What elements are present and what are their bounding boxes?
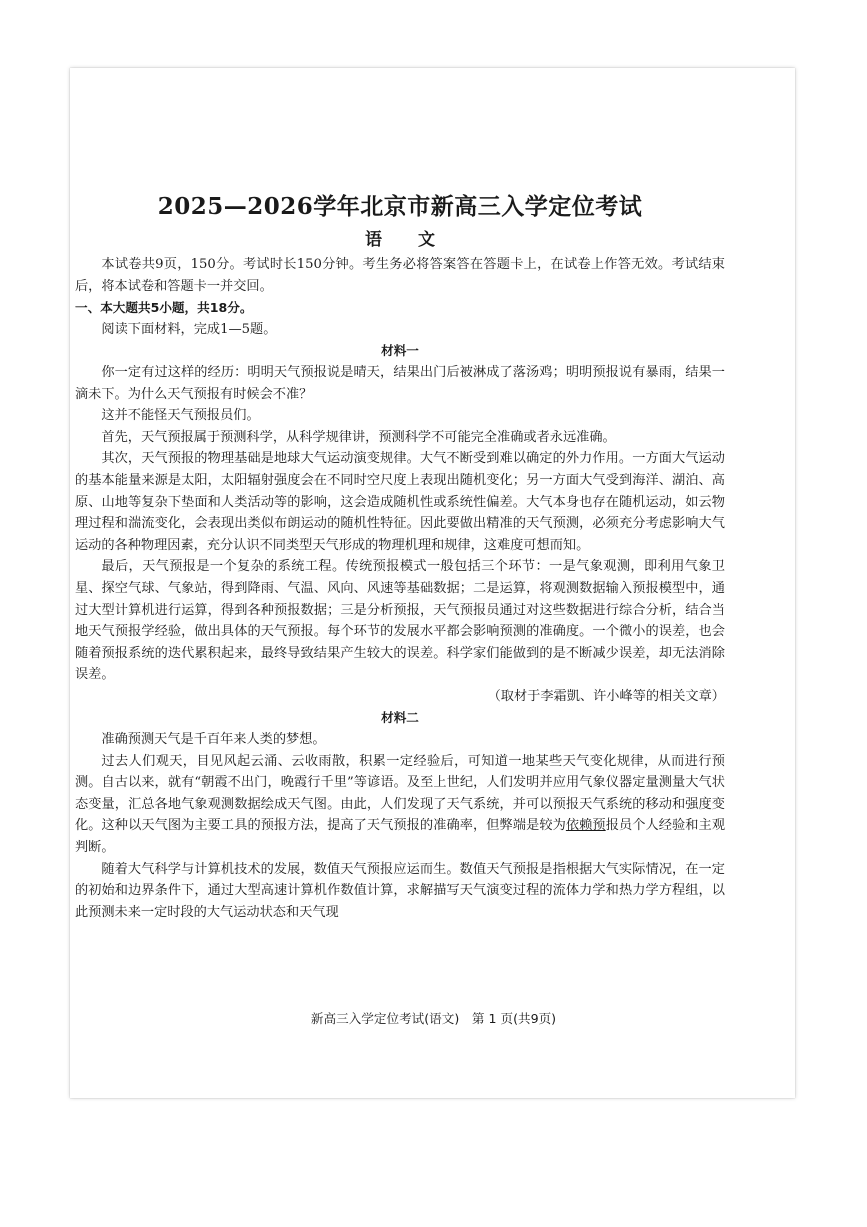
material-two-heading: 材料二 xyxy=(381,710,419,726)
material-one-paragraph: 首先，天气预报属于预测科学，从科学规律讲，预测科学不可能完全准确或者永远准确。 xyxy=(101,429,616,445)
material-two-paragraph: 准确预测天气是千百年来人类的梦想。 xyxy=(101,732,326,748)
exam-title: 2025—2026学年北京市新高三入学定位考试 xyxy=(157,193,643,220)
material-two-paragraph xyxy=(75,751,725,859)
paragraph-text: 报员个人经验和主观判断。 xyxy=(75,818,726,856)
instructions: 本试卷共9页，150分。考试时长150分钟。考生务必将答案答在答题卡上，在试卷上作答无效。考试结束后，将本试卷和答题卡一并交回。 xyxy=(75,257,725,294)
read-prompt: 阅读下面材料，完成1—5题。 xyxy=(101,321,277,337)
page-footer: 新高三入学定位考试(语文) 第 1 页(共9页) xyxy=(310,1011,557,1026)
material-two-paragraph: 随着大气科学与计算机技术的发展，数值天气预报应运而生。数值天气预报是指根据大气实际情况，在一定的初始和边界条件下，通过大型高速计算机作数值计算，求解描写天气演变过程的流体力学和热力学方程组，以此预测未来一定时段的大气运动状态和天气现 xyxy=(75,861,725,920)
material-one-paragraph: 其次，天气预报的物理基础是地球大气运动演变规律。大气不断受到难以确定的外力作用。一方面大气运动的基本能量来源是太阳，太阳辐射强度会在不同时空尺度上表现出随机变化；另一方面大气受到海洋、湖泊、高原、山地等复杂下垫面和人类活动等的影响，这会造成随机性或系统性偏差。大气本身也存在随机运动，如云物理过程和湍流变化，会表现出类似布朗运动的随机性特征。因此要做出精准的天气预测，必须充分考虑影响大气运动的各种物理因素，充分认识不同类型天气形成的物理机理和规律，这难度可想而知。 xyxy=(75,451,725,553)
material-one-source: （取材于李霜凱、许小峰等的相关文章） xyxy=(487,688,725,704)
material-one-paragraph: 你一定有过这样的经历：明明天气预报说是晴天，结果出门后被淋成了落汤鸡；明明预报说有暴雨，结果一滴未下。为什么天气预报有时候会不准？ xyxy=(75,364,725,402)
page-content xyxy=(75,120,725,923)
paragraph-text: 过去人们观天，目见风起云涌、云收雨散，积累一定经验后，可知道一地某些天气变化规律，从而进行预测。自古以来，就有“朝霞不出门，晚霞行千里”等谚语。及至上世纪，人们发明并应用气象仪器定量测量大气状态变量，汇总各地气象观测数据绘成天气图。由此，人们发现了天气系统，并可以预报天气系统的移动和强度变化。这种以天气图为主要工具的预报方法，提高了天气预报的准确率，但弊端是较为 xyxy=(75,753,725,834)
underlined-text: 依赖预 xyxy=(565,818,606,834)
subject-title: 语 文 xyxy=(365,230,435,250)
material-one-heading: 材料一 xyxy=(381,343,419,359)
material-one-paragraph: 这并不能怪天气预报员们。 xyxy=(101,408,260,424)
material-one-paragraph: 最后，天气预报是一个复杂的系统工程。传统预报模式一般包括三个环节：一是气象观测，即利用气象卫星、探空气球、气象站，得到降雨、气温、风向、风速等基础数据；二是运算，将观测数据输入预报模型中，通过大型计算机进行运算，得到各种预报数据；三是分析预报，天气预报员通过对这些数据进行综合分析，结合当地天气预报学经验，做出具体的天气预报。每个环节的发展水平都会影响预测的准确度。一个微小的误差，也会随着预报系统的迭代累积起来，最终导致结果产生较大的误差。科学家们能做到的是不断减少误差，却无法消除误差。 xyxy=(75,559,725,683)
section-heading: 一、本大题共5小题，共18分。 xyxy=(75,300,253,316)
